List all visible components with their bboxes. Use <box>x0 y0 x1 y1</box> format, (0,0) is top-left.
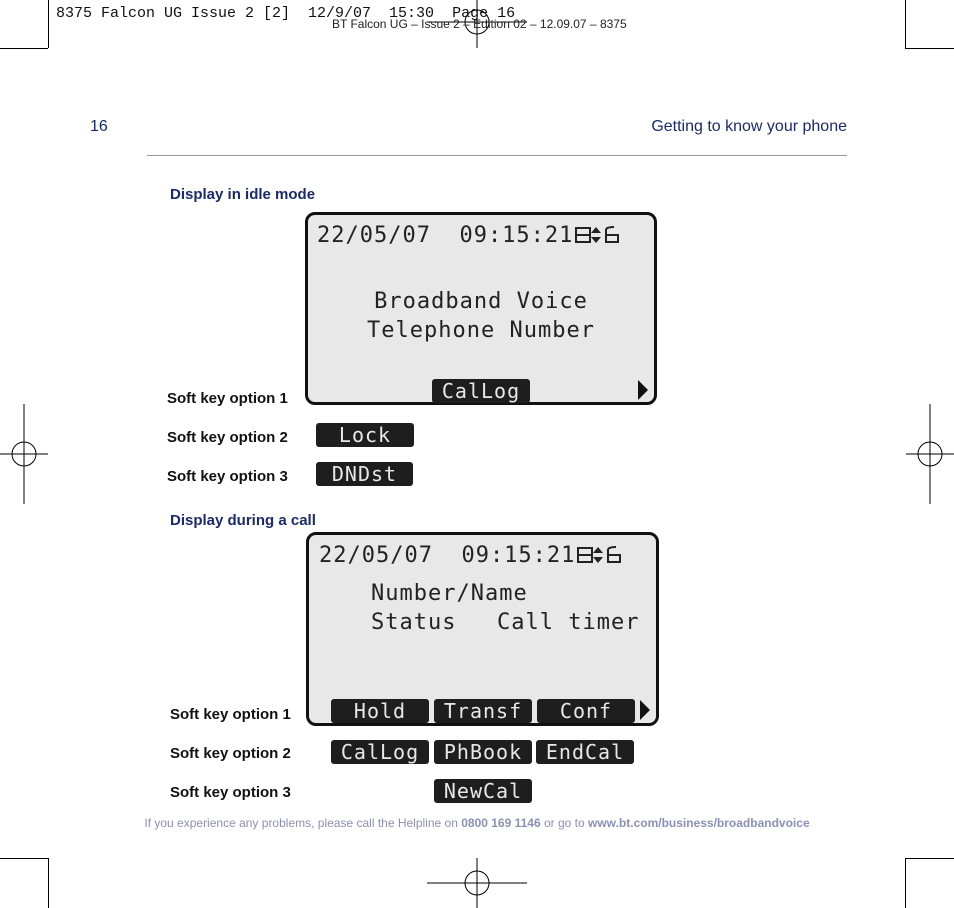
support-url[interactable]: www.bt.com/business/broadbandvoice <box>588 816 810 830</box>
print-slug: 8375 Falcon UG Issue 2 [2] 12/9/07 15:30 Page 16 <box>56 5 516 22</box>
print-slug-edition: BT Falcon UG – Issue 2 – Edition 02 – 12.09.07 – 8375 <box>332 17 627 31</box>
call-softkey-phbook[interactable]: PhBook <box>434 740 532 764</box>
idle-softkey-label-3: Soft key option 3 <box>167 468 288 485</box>
call-softkey-label-1: Soft key option 1 <box>170 706 291 723</box>
crop-mark <box>48 0 49 48</box>
call-softkey-label-2: Soft key option 2 <box>170 745 291 762</box>
registration-mark-icon <box>0 404 48 504</box>
right-triangle-icon <box>638 699 652 721</box>
footer-prefix: If you experience any problems, please call the Helpline on <box>144 816 462 830</box>
crop-mark <box>0 48 48 49</box>
idle-softkey-3[interactable]: DNDst <box>316 462 413 486</box>
crop-mark <box>0 858 48 859</box>
call-status: Status <box>371 610 457 635</box>
page-number: 16 <box>90 118 108 135</box>
crop-mark <box>48 858 49 908</box>
call-timer: Call timer <box>497 610 640 635</box>
call-heading: Display during a call <box>170 512 316 529</box>
idle-line1: Broadband Voice <box>374 289 588 314</box>
call-softkey-label-3: Soft key option 3 <box>170 784 291 801</box>
footer-helpline <box>0 816 954 830</box>
call-softkey-transf[interactable]: Transf <box>434 699 532 723</box>
call-softkey-callog[interactable]: CalLog <box>331 740 429 764</box>
idle-lcd-display <box>305 212 657 405</box>
right-triangle-icon <box>636 379 650 401</box>
idle-line2: Telephone Number <box>367 318 595 343</box>
idle-softkey-1[interactable]: CalLog <box>432 379 530 403</box>
idle-datetime: 22/05/07 09:15:21 <box>317 223 574 248</box>
crop-mark <box>905 858 954 859</box>
footer-middle: or go to <box>540 816 589 830</box>
status-icons <box>574 223 622 252</box>
crop-mark <box>905 48 954 49</box>
call-softkey-hold[interactable]: Hold <box>331 699 429 723</box>
helpline-number: 0800 169 1146 <box>461 816 541 830</box>
call-softkey-conf[interactable]: Conf <box>537 699 635 723</box>
call-softkey-endcal[interactable]: EndCal <box>536 740 634 764</box>
idle-softkey-label-2: Soft key option 2 <box>167 429 288 446</box>
call-lcd-display <box>306 532 659 726</box>
battery-icon <box>574 223 622 247</box>
battery-icon <box>576 543 624 567</box>
header-rule <box>147 155 847 156</box>
call-softkey-newcal[interactable]: NewCal <box>434 779 532 803</box>
section-title: Getting to know your phone <box>651 118 847 135</box>
crop-mark <box>905 858 906 908</box>
call-datetime: 22/05/07 09:15:21 <box>319 543 576 568</box>
call-line1: Number/Name <box>371 581 528 606</box>
registration-mark-icon <box>427 858 527 908</box>
status-icons <box>576 543 624 572</box>
crop-mark <box>905 0 906 48</box>
idle-heading: Display in idle mode <box>170 186 316 203</box>
registration-mark-icon <box>906 404 954 504</box>
idle-softkey-2[interactable]: Lock <box>316 423 414 447</box>
idle-softkey-label-1: Soft key option 1 <box>167 390 288 407</box>
